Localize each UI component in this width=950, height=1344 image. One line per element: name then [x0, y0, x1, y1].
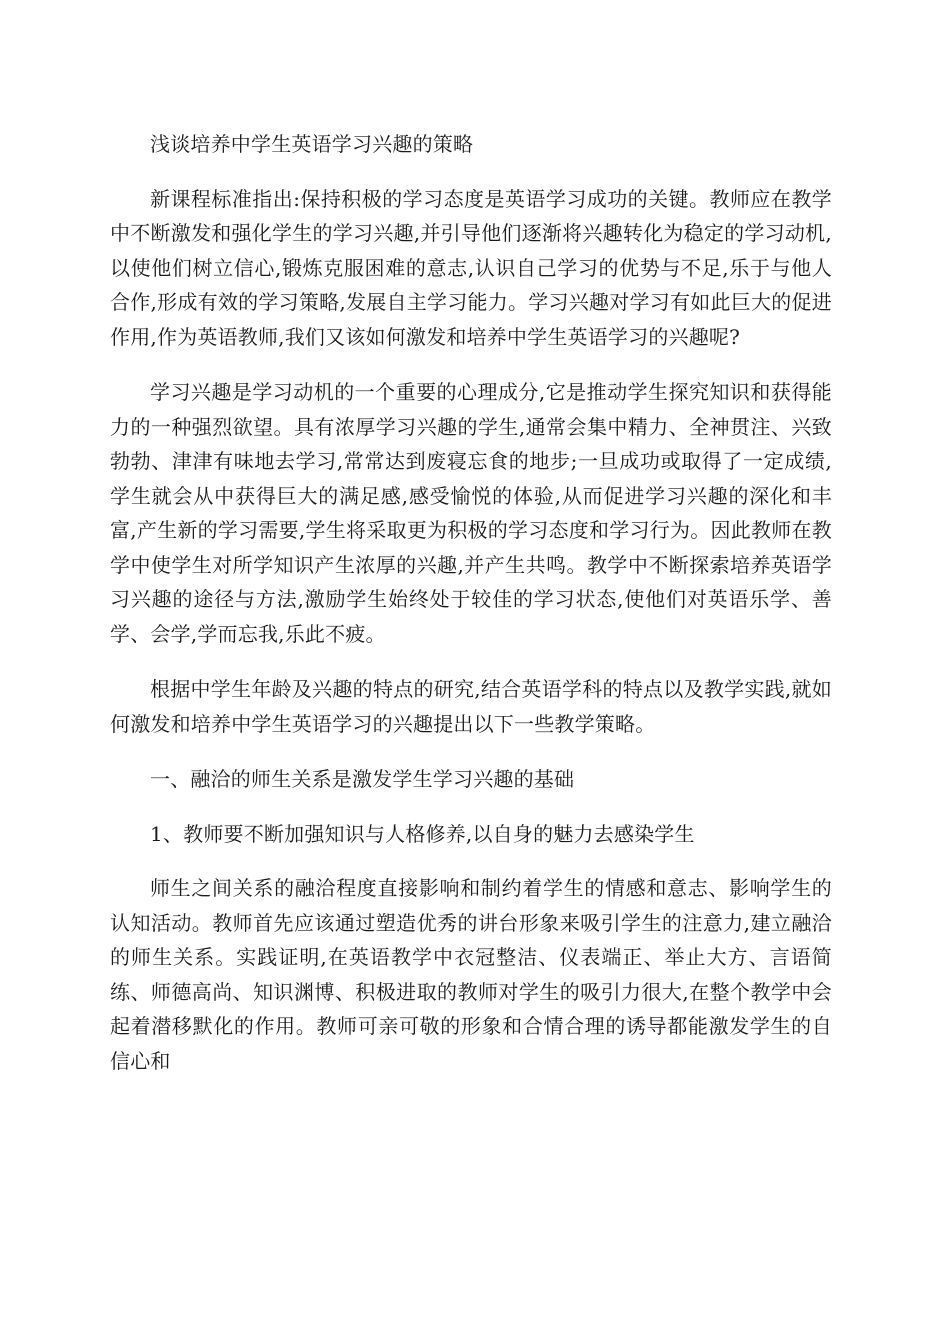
paragraph-strategy: 根据中学生年龄及兴趣的特点的研究,结合英语学科的特点以及教学实践,就如何激发和培养中学生英语学习的兴趣提出以下一些教学策略。 — [110, 677, 832, 736]
document-title: 浅谈培养中学生英语学习兴趣的策略 — [150, 132, 474, 156]
paragraph-intro: 新课程标准指出:保持积极的学习态度是英语学习成功的关键。教师应在教学中不断激发和强化学生的学习兴趣,并引导他们逐渐将兴趣转化为稳定的学习动机,以使他们树立信心,锻炼克服困难的意志,认识自己学习的优势与不足,乐于与他人合作,形成有效的学习策略,发展自主学习能力。学习兴趣对学习有如此巨大的促进作用,作为英语教师,我们又该如何激发和培养中学生英语学习的兴趣呢? — [110, 186, 832, 349]
document-page — [110, 127, 832, 1099]
paragraph-relationship: 师生之间关系的融洽程度直接影响和制约着学生的情感和意志、影响学生的认知活动。教师首先应该通过塑造优秀的讲台形象来吸引学生的注意力,建立融洽的师生关系。实践证明,在英语教学中衣冠整洁、仪表端正、举止大方、言语简练、师德高尚、知识渊博、积极进取的教师对学生的吸引力很大,在整个教学中会起着潜移默化的作用。教师可亲可敬的形象和合情合理的诱导都能激发学生的自信心和 — [110, 876, 832, 1073]
paragraph-interest: 学习兴趣是学习动机的一个重要的心理成分,它是推动学生探究知识和获得能力的一种强烈欲望。具有浓厚学习兴趣的学生,通常会集中精力、全神贯注、兴致勃勃、津津有味地去学习,常常达到废寝忘食的地步;一旦成功或取得了一定成绩,学生就会从中获得巨大的满足感,感受愉悦的体验,从而促进学习兴趣的深化和丰富,产生新的学习需要,学生将采取更为积极的学习态度和学习行为。因此教师在教学中使学生对所学知识产生浓厚的兴趣,并产生共鸣。教学中不断探索培养英语学习兴趣的途径与方法,激励学生始终处于较佳的学习状态,使他们对英语乐学、善学、会学,学而忘我,乐此不疲。 — [110, 380, 832, 646]
subsection-heading: 1、教师要不断加强知识与人格修养,以自身的魅力去感染学生 — [150, 821, 695, 846]
section-heading: 一、融洽的师生关系是激发学生学习兴趣的基础 — [150, 767, 575, 791]
